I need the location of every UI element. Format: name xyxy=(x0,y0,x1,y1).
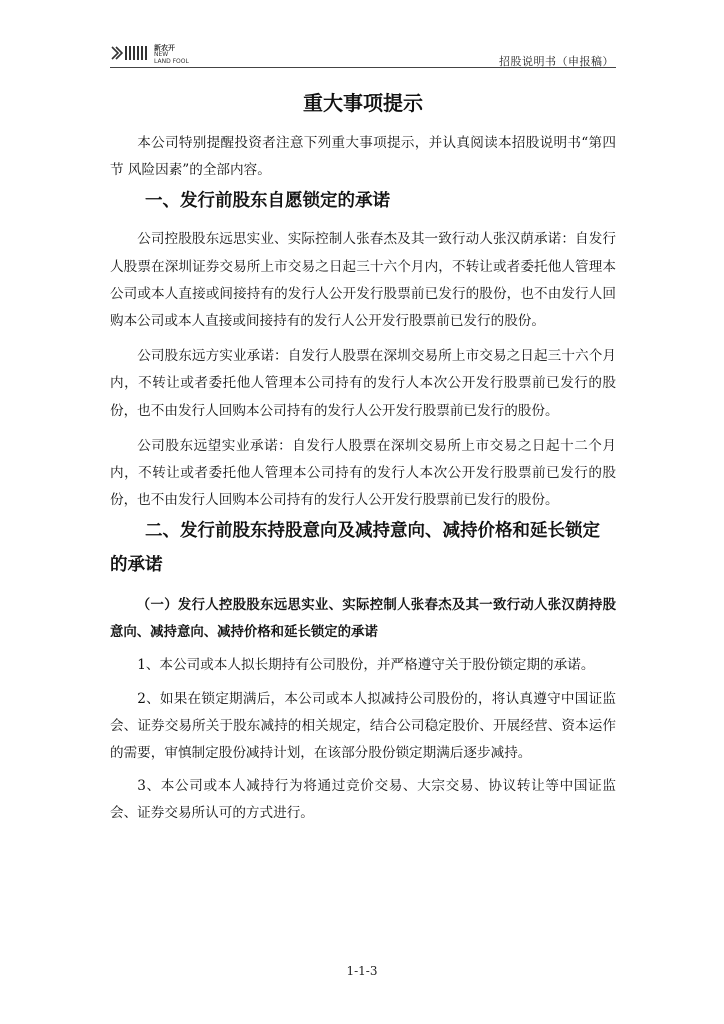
section-2-item-3: 3、本公司或本人减持行为将通过竞价交易、大宗交易、协议转让等中国证监会、证券交易所认可的方式进行。 xyxy=(110,778,616,822)
company-logo xyxy=(110,44,189,65)
section-2-item-1: 1、本公司或本人拟长期持有公司股份，并严格遵守关于股份锁定期的承诺。 xyxy=(137,657,595,674)
page-title: 重大事项提示 xyxy=(303,91,423,115)
section-2-subsection-heading: （一）发行人控股股东远思实业、实际控制人张春杰及其一致行动人张汉荫持股意向、减持意向、减持价格和延长锁定的承诺 xyxy=(110,598,616,641)
document-type-label: 招股说明书（申报稿） xyxy=(499,55,614,68)
header-divider xyxy=(110,67,616,68)
logo-text xyxy=(154,44,189,65)
document-body xyxy=(110,88,616,828)
section-1-paragraph-1: 公司控股股东远思实业、实际控制人张春杰及其一致行动人张汉荫承诺：自发行人股票在深圳证券交易所上市交易之日起三十六个月内，不转让或者委托他人管理本公司或本人直接或间接持有的发行人公开发行股票前已发行的股份，也不由发行人回购本公司或本人直接或间接持有的发行人公开发行股票前已发行的股份。 xyxy=(110,231,616,330)
section-2-heading: 二、发行前股东持股意向及减持意向、减持价格和延长锁定的承诺 xyxy=(110,521,600,576)
page-number: 1-1-3 xyxy=(346,964,378,978)
logo-mark-icon xyxy=(110,44,150,62)
section-1-heading: 一、发行前股东自愿锁定的承诺 xyxy=(145,191,390,212)
logo-name-en-1: NEW xyxy=(154,51,169,58)
intro-paragraph: 本公司特别提醒投资者注意下列重大事项提示，并认真阅读本招股说明书“第四节 风险因素”的全部内容。 xyxy=(110,135,616,179)
logo-name-cn: 新农开 xyxy=(154,44,175,52)
section-1-paragraph-3: 公司股东远望实业承诺：自发行人股票在深圳交易所上市交易之日起十二个月内，不转让或者委托他人管理本公司持有的发行人本次公开发行股票前已发行的股份，也不由发行人回购本公司持有的发行人公开发行股票前已发行的股份。 xyxy=(110,437,616,509)
section-2-item-2: 2、如果在锁定期满后，本公司或本人拟减持公司股份的，将认真遵守中国证监会、证券交易所关于股东减持的相关规定，结合公司稳定股价、开展经营、资本运作的需要，审慎制定股份减持计划，在该部分股份锁定期满后逐步减持。 xyxy=(110,690,616,762)
logo-name-en-2: LAND FOOL xyxy=(154,57,189,65)
section-1-paragraph-2: 公司股东远方实业承诺：自发行人股票在深圳交易所上市交易之日起三十六个月内，不转让或者委托他人管理本公司持有的发行人本次公开发行股票前已发行的股份，也不由发行人回购本公司持有的发行人公开发行股票前已发行的股份。 xyxy=(110,348,616,419)
page-header xyxy=(110,42,616,68)
